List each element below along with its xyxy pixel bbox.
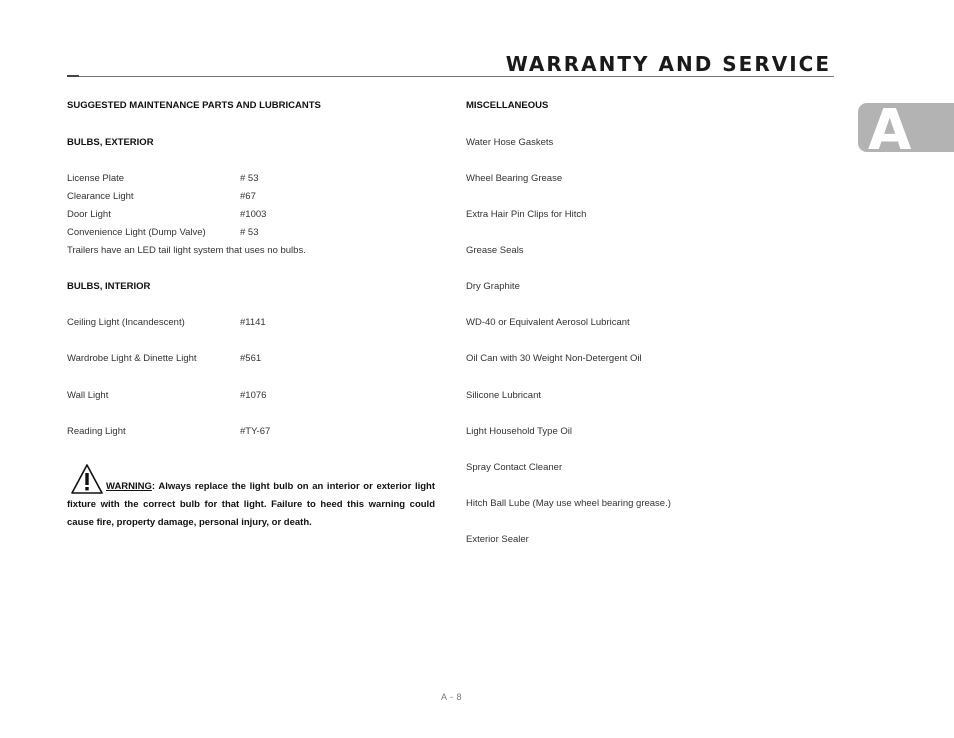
exterior-item-part: #67 <box>240 191 256 202</box>
warning-label: WARNING <box>106 481 152 492</box>
misc-item: Spray Contact Cleaner <box>466 462 563 473</box>
exterior-item-name: License Plate <box>67 173 125 184</box>
title-rule-accent <box>67 75 79 77</box>
miscellaneous-heading: MISCELLANEOUS <box>466 100 549 111</box>
interior-item-part: #TY-67 <box>240 426 271 437</box>
warning-body: : Always replace the light bulb on an interior or exterior light fixture with the correct bulb for that light. Failure to heed this warning could cause fire, property damage, personal injury, or death. <box>67 481 435 528</box>
misc-item: WD-40 or Equivalent Aerosol Lubricant <box>466 317 630 328</box>
title-rule <box>67 76 834 77</box>
misc-item: Water Hose Gaskets <box>466 137 554 148</box>
misc-item: Dry Graphite <box>466 281 520 292</box>
interior-item-name: Wardrobe Light & Dinette Light <box>67 353 197 364</box>
exterior-item-name: Convenience Light (Dump Valve) <box>67 227 206 238</box>
interior-item-name: Ceiling Light (Incandescent) <box>67 317 185 328</box>
interior-bulbs-heading: BULBS, INTERIOR <box>67 281 151 292</box>
warning-paragraph <box>67 478 435 532</box>
interior-item-part: #561 <box>240 353 262 364</box>
led-note: Trailers have an LED tail light system that uses no bulbs. <box>67 245 306 256</box>
interior-item-name: Wall Light <box>67 390 109 401</box>
exterior-item-part: # 53 <box>240 173 259 184</box>
misc-item: Wheel Bearing Grease <box>466 173 563 184</box>
exterior-item-name: Door Light <box>67 209 111 220</box>
interior-item-name: Reading Light <box>67 426 126 437</box>
misc-item: Grease Seals <box>466 245 524 256</box>
page-title: WARRANTY AND SERVICE <box>505 52 831 76</box>
misc-item: Exterior Sealer <box>466 534 529 545</box>
misc-item: Hitch Ball Lube (May use wheel bearing grease.) <box>466 498 671 509</box>
interior-item-part: #1076 <box>240 390 267 401</box>
misc-item: Oil Can with 30 Weight Non-Detergent Oil <box>466 353 642 364</box>
page-number: A - 8 <box>441 692 463 702</box>
maintenance-heading: SUGGESTED MAINTENANCE PARTS AND LUBRICANTS <box>67 100 321 111</box>
interior-item-part: #1141 <box>240 317 266 328</box>
exterior-item-part: #1003 <box>240 209 267 220</box>
section-tab <box>858 103 954 152</box>
exterior-item-part: # 53 <box>240 227 259 238</box>
misc-item: Extra Hair Pin Clips for Hitch <box>466 209 587 220</box>
section-tab-letter: A <box>868 103 912 152</box>
exterior-bulbs-heading: BULBS, EXTERIOR <box>67 137 154 148</box>
misc-item: Silicone Lubricant <box>466 390 541 401</box>
exterior-item-name: Clearance Light <box>67 191 134 202</box>
misc-item: Light Household Type Oil <box>466 426 572 437</box>
